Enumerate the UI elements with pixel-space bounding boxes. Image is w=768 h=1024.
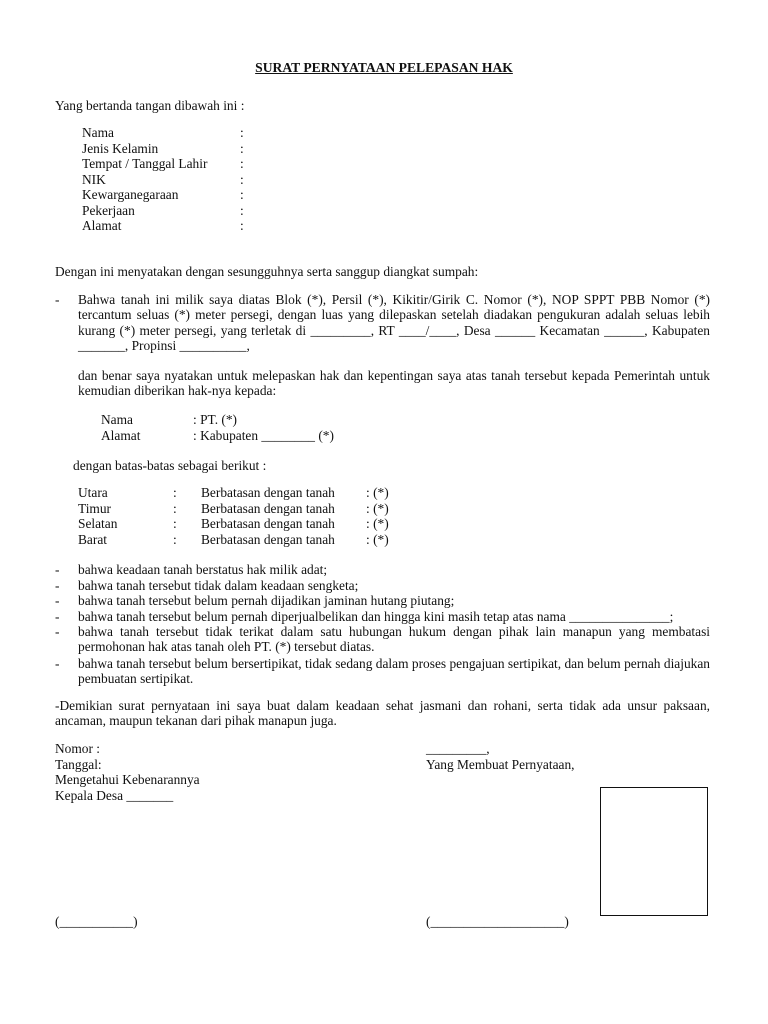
identity-label: Kewarganegaraan [82, 187, 179, 202]
bullet-dash: - [55, 624, 60, 639]
release-paragraph: dan benar saya nyatakan untuk melepaskan hak dan kepentingan saya atas tanah tersebut kepada Pemerintah untuk kemudian diberikan hak-nya kepada: [78, 368, 710, 399]
identity-colon: : [240, 218, 244, 233]
boundary-direction: Utara [78, 485, 108, 500]
identity-label: Jenis Kelamin [82, 140, 159, 156]
identity-colon: : [240, 156, 244, 171]
document-title: SURAT PERNYATAAN PELEPASAN HAK [255, 60, 513, 75]
recipient-label: Nama [101, 412, 133, 427]
bullet-dash: - [55, 608, 60, 624]
identity-colon: : [240, 202, 244, 218]
identity-colon: : [240, 171, 244, 187]
boundary-text: Berbatasan dengan tanah [201, 485, 335, 500]
recipient-label: Alamat [101, 428, 141, 443]
statement-item: bahwa keadaan tanah berstatus hak milik adat; [78, 562, 328, 577]
tanggal-label: Tanggal: [55, 756, 102, 772]
identity-label: Alamat [82, 218, 122, 233]
boundary-colon: : [173, 516, 177, 531]
declarant-label: Yang Membuat Pernyataan, [426, 756, 575, 772]
signature-right: (____________________) [426, 914, 569, 929]
boundary-value: : (*) [366, 485, 389, 500]
boundary-value: : (*) [366, 531, 389, 547]
recipient-value: : Kabupaten ________ (*) [193, 428, 334, 443]
bullet-dash: - [55, 655, 60, 671]
identity-label: NIK [82, 171, 106, 187]
statement-item: bahwa tanah tersebut belum pernah diperjualbelikan dan hingga kini masih tetap atas nama _______________; [78, 608, 674, 624]
identity-label: Nama [82, 125, 114, 140]
boundary-value: : (*) [366, 500, 389, 516]
kepala-desa-label: Kepala Desa _______ [55, 787, 174, 803]
statement-item: bahwa tanah tersebut belum pernah dijadikan jaminan hutang piutang; [78, 593, 455, 608]
place-date-blank: _________, [426, 741, 490, 756]
boundary-value: : (*) [366, 516, 389, 531]
closing-paragraph: -Demikian surat pernyataan ini saya buat dalam keadaan sehat jasmani dan rohani, serta tidak ada unsur paksaan, ancaman, maupun tekanan dari pihak manapun juga. [55, 698, 710, 729]
statement-item: bahwa tanah tersebut belum bersertipikat, tidak sedang dalam proses pengajuan sertipikat, dan belum pernah diajukan pembuatan sertipikat. [78, 655, 710, 686]
bullet-dash: - [55, 562, 60, 577]
boundary-colon: : [173, 531, 177, 547]
bullet-dash: - [55, 593, 60, 608]
boundary-colon: : [173, 485, 177, 500]
recipient-value: : PT. (*) [193, 412, 238, 427]
mengetahui-label: Mengetahui Kebenarannya [55, 772, 200, 787]
bullet-dash: - [55, 292, 60, 307]
nomor-label: Nomor : [55, 741, 101, 756]
boundary-direction: Selatan [78, 516, 118, 531]
boundary-text: Berbatasan dengan tanah [201, 531, 335, 547]
signature-left: (___________) [55, 914, 138, 929]
declaration-text: Dengan ini menyatakan dengan sesungguhnya serta sanggup diangkat sumpah: [55, 264, 479, 279]
boundary-direction: Barat [78, 531, 107, 547]
boundary-intro: dengan batas-batas sebagai berikut : [73, 458, 267, 473]
intro-text: Yang bertanda tangan dibawah ini : [55, 98, 245, 113]
statement-item: bahwa tanah tersebut tidak dalam keadaan sengketa; [78, 577, 359, 593]
identity-colon: : [240, 125, 244, 140]
bullet-dash: - [55, 577, 60, 593]
land-paragraph: Bahwa tanah ini milik saya diatas Blok (*), Persil (*), Kikitir/Girik C. Nomor (*), NOP SPPT PBB Nomor (*) tercantum seluas (*) meter persegi, dengan luas yang dilepaskan setelah diadakan pengukuran adalah seluas lebih kurang (*) meter persegi, yang terletak di _________, RT ____/____, Desa ______ Kecamatan ______, Kabupaten _______, Propinsi __________, [78, 292, 710, 354]
boundary-direction: Timur [78, 500, 111, 516]
identity-colon: : [240, 187, 244, 202]
boundary-colon: : [173, 500, 177, 516]
identity-label: Pekerjaan [82, 202, 135, 218]
identity-label: Tempat / Tanggal Lahir [82, 156, 208, 171]
photo-box [600, 787, 708, 916]
statement-item: bahwa tanah tersebut tidak terikat dalam satu hubungan hukum dengan pihak lain manapun yang membatasi permohonan hak atas tanah oleh PT. (*) tersebut diatas. [78, 624, 710, 655]
boundary-text: Berbatasan dengan tanah [201, 500, 335, 516]
boundary-text: Berbatasan dengan tanah [201, 516, 335, 531]
identity-colon: : [240, 140, 244, 156]
